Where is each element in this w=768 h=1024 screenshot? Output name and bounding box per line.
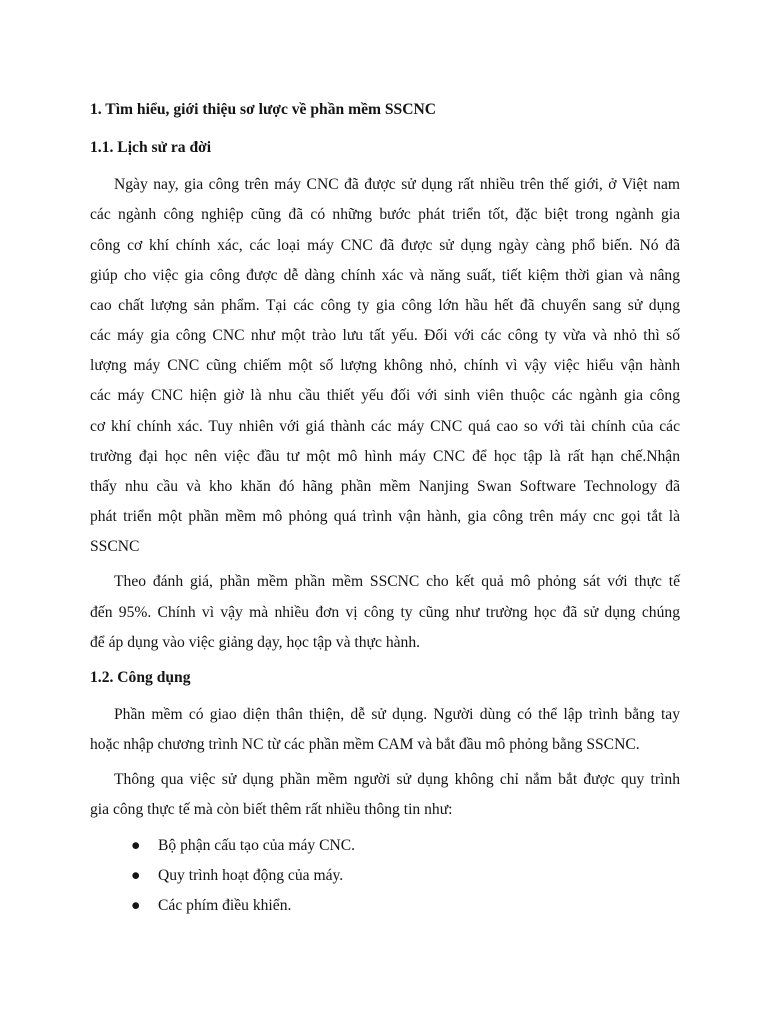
list-item-text: Các phím điều khiển. <box>158 897 292 914</box>
bullet-icon: ● <box>131 867 141 884</box>
usage-heading: 1.2. Công dụng <box>90 669 191 686</box>
paragraph-line: phát triển một phần mềm mô phỏng quá trình vận hành, gia công trên máy cnc gọi tắt là <box>90 508 680 525</box>
paragraph-line: các máy CNC hiện giờ là nhu cầu thiết yếu đối với sinh viên thuộc các ngành gia công <box>90 387 680 404</box>
paragraph-line: hoặc nhập chương trình NC từ các phần mềm CAM và bắt đầu mô phỏng bằng SSCNC. <box>90 736 640 753</box>
paragraph-line: giúp cho việc gia công được dễ dàng chính xác và năng suất, tiết kiệm thời gian và nâng <box>90 267 680 284</box>
paragraph-line: cơ khí chính xác. Tuy nhiên với giá thành các máy CNC quá cao so với tài chính của các <box>90 418 680 435</box>
paragraph-line: thấy nhu cầu và kho khăn đó hãng phần mềm Nanjing Swan Software Technology đã <box>90 478 680 495</box>
paragraph-line: Ngày nay, gia công trên máy CNC đã được sử dụng rất nhiều trên thế giới, ở Việt nam <box>114 176 680 193</box>
bullet-icon: ● <box>131 837 141 854</box>
section-title: 1. Tìm hiểu, giới thiệu sơ lược về phần mềm SSCNC <box>90 101 437 118</box>
paragraph-line: đến 95%. Chính vì vậy mà nhiều đơn vị công ty cũng như trường học đã sử dụng chúng <box>90 604 680 621</box>
list-item-text: Quy trình hoạt động của máy. <box>158 867 344 884</box>
paragraph-line: Theo đánh giá, phần mềm phần mềm SSCNC cho kết quả mô phỏng sát với thực tế <box>114 573 680 590</box>
paragraph-line: trường đại học nên việc đầu tư một mô hình máy CNC để học tập là rất hạn chế.Nhận <box>90 448 680 465</box>
paragraph-line: để áp dụng vào việc giảng dạy, học tập và thực hành. <box>90 634 421 651</box>
paragraph-line: các ngành công nghiệp cũng đã có những bước phát triển tốt, đặc biệt trong ngành gia <box>90 206 680 223</box>
paragraph-line: SSCNC <box>90 538 140 555</box>
paragraph-line: Phần mềm có giao diện thân thiện, dễ sử dụng. Người dùng có thể lập trình bằng tay <box>114 706 680 723</box>
paragraph-line: lượng máy CNC cũng chiếm một số lượng không nhỏ, chính vì vậy việc hiểu vận hành <box>90 357 680 374</box>
paragraph-line: công cơ khí chính xác, các loại máy CNC đã được sử dụng ngày càng phổ biến. Nó đã <box>90 237 680 254</box>
paragraph-line: cao chất lượng sản phẩm. Tại các công ty gia công lớn hầu hết đã chuyển sang sử dụng <box>90 297 680 314</box>
bullet-icon: ● <box>131 897 141 914</box>
paragraph-line: các máy gia công CNC như một trào lưu tất yếu. Đối với các công ty vừa và nhỏ thì số <box>90 327 680 344</box>
paragraph-line: gia công thực tế mà còn biết thêm rất nhiều thông tin như: <box>90 801 453 818</box>
history-heading: 1.1. Lịch sử ra đời <box>90 139 212 156</box>
paragraph-line: Thông qua việc sử dụng phần mềm người sử dụng không chỉ nắm bắt được quy trình <box>114 771 680 788</box>
list-item-text: Bộ phận cấu tạo của máy CNC. <box>158 837 356 854</box>
